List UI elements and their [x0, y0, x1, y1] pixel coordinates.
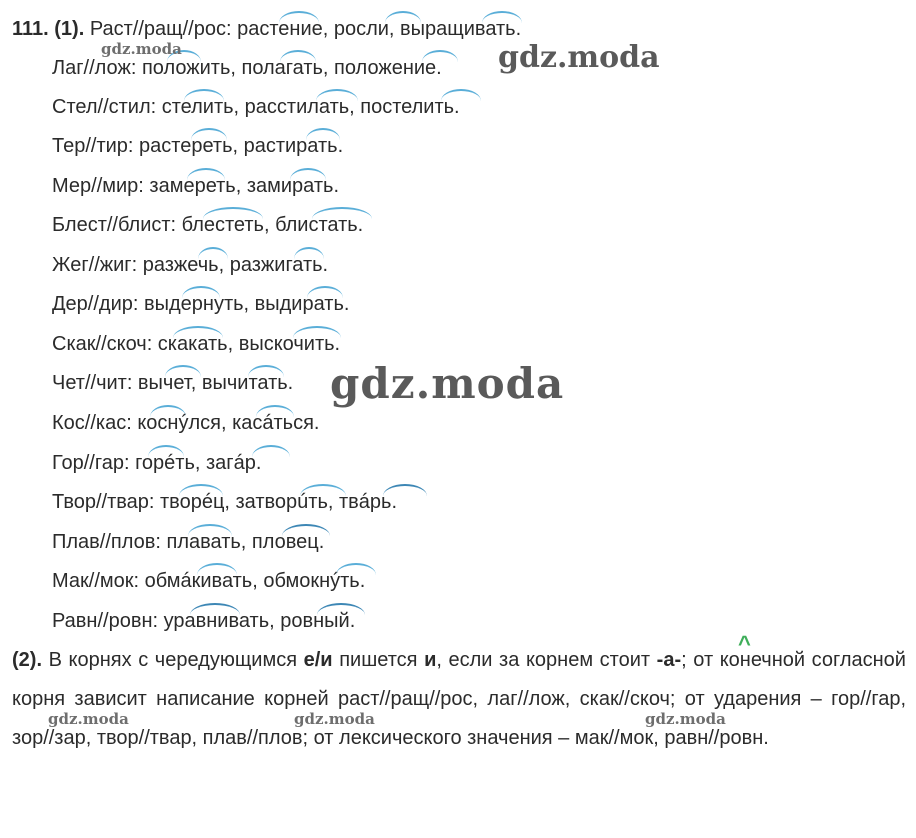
root-arc	[441, 89, 481, 101]
root-arc	[336, 563, 376, 575]
root-arc	[179, 484, 223, 496]
list-item: Плав//плов: плавать, пловец.	[52, 531, 325, 553]
root-arc	[279, 11, 319, 23]
watermark-large: gdz.moda	[330, 359, 565, 408]
root-arc	[187, 168, 225, 180]
part2-bold-ei: е/и	[303, 649, 333, 671]
part2-label: (2).	[12, 649, 42, 671]
list-item: Лаг//лож: положить, полагать, положение.	[52, 57, 442, 79]
list-item: Стел//стил: стелить, расстилать, постелить.	[52, 96, 460, 118]
list-item: Кос//кас: коснýлся, касáться.	[52, 412, 320, 434]
part2-suffix-a: -а-	[656, 649, 682, 671]
root-arc	[203, 207, 263, 219]
root-arc	[248, 365, 284, 377]
root-arc	[256, 405, 294, 417]
list-item: Мак//мок: обмáкивать, обмокнýть.	[52, 570, 366, 592]
list-item: Жег//жиг: разжечь, разжигать.	[52, 254, 329, 276]
root-arc	[190, 603, 240, 615]
root-arc	[191, 128, 227, 140]
watermark-small: gdz.moda	[48, 710, 129, 728]
root-arc	[312, 207, 372, 219]
watermark-small: gdz.moda	[645, 710, 726, 728]
list-item: Чет//чит: вычет, вычитать.	[52, 372, 294, 394]
root-arc	[148, 445, 184, 457]
root-arc	[198, 247, 228, 259]
root-arc	[280, 50, 316, 62]
task-first-line-text: Раст//ращ//рос: растение, росли, выращивать.	[89, 18, 522, 40]
root-arc	[385, 11, 421, 23]
list-item: Мер//мир: замереть, замирать.	[52, 175, 340, 197]
task-number: 111. (1).	[12, 18, 85, 40]
root-arc	[482, 11, 522, 23]
root-arc	[290, 168, 326, 180]
watermark-small: gdz.moda	[101, 40, 182, 58]
root-arc	[422, 50, 458, 62]
root-arc	[184, 89, 224, 101]
root-arc	[316, 89, 358, 101]
part2-bold-i: и	[424, 649, 437, 671]
list-item: Тер//тир: растереть, растирать.	[52, 135, 344, 157]
part2-text-b: пишется	[332, 649, 425, 671]
root-arc	[383, 484, 427, 496]
list-item: Твор//твар: творéц, затворúть, твáрь.	[52, 491, 397, 513]
root-arc	[294, 247, 324, 259]
root-arc	[182, 286, 220, 298]
root-arc	[317, 603, 365, 615]
root-arc	[282, 524, 330, 536]
watermark-medium: gdz.moda	[498, 40, 660, 75]
list-item: Скак//скоч: скакать, выскочить.	[52, 333, 341, 355]
task-first-line	[12, 17, 521, 41]
list-item: Гор//гар: горéть, загáр.	[52, 452, 262, 474]
root-arc	[197, 563, 237, 575]
part2-text-a: В корнях с чередующимся	[42, 649, 304, 671]
watermark-small: gdz.moda	[294, 710, 375, 728]
root-arc	[300, 484, 346, 496]
suffix-caret-mark: ^	[738, 631, 751, 656]
root-arc	[165, 365, 201, 377]
part2-text-c: , если за корнем стоит	[436, 649, 657, 671]
root-arc	[293, 326, 341, 338]
root-arc	[173, 326, 223, 338]
root-arc	[150, 405, 186, 417]
list-item: Дер//дир: выдернуть, выдирать.	[52, 293, 350, 315]
part2-paragraph	[12, 641, 906, 758]
root-arc	[252, 445, 290, 457]
root-arc	[306, 128, 340, 140]
root-arc	[307, 286, 343, 298]
root-arc	[188, 524, 232, 536]
list-item: Блест//блист: блестеть, блистать.	[52, 214, 364, 236]
list-item: Равн//ровн: уравнивать, ровный.	[52, 610, 356, 632]
part2-text-d: ; от конечной согласной корня зависит написание корней раст//ращ//рос, лаг//лож, скак//скоч; от ударения – гор//гар, зор//зар, твор//твар, плав//плов; от лексического значения – мак//мок, равн//ровн.	[12, 649, 906, 749]
